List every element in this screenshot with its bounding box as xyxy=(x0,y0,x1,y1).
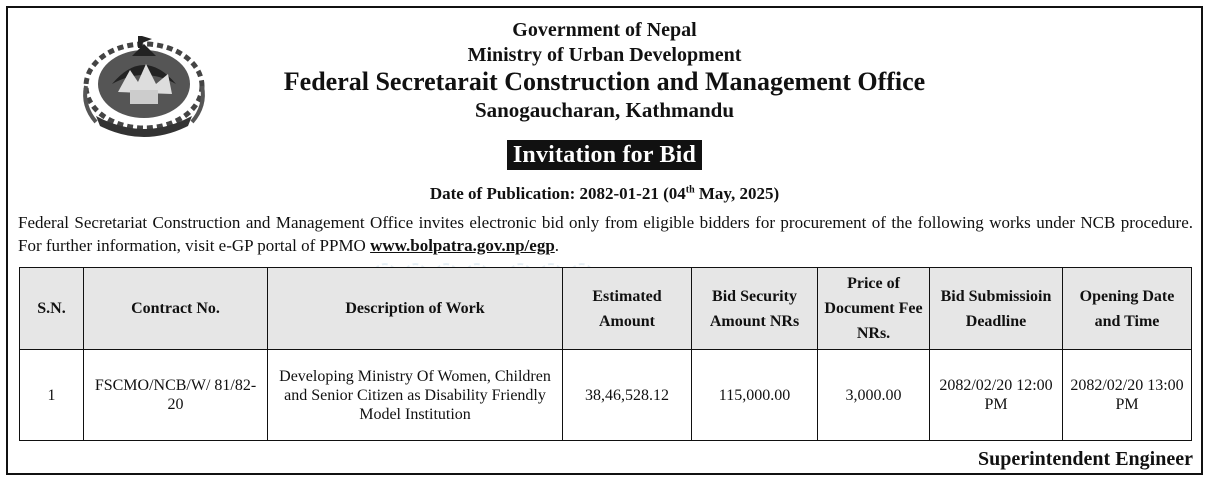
ministry-name: Ministry of Urban Development xyxy=(467,44,742,66)
table-row xyxy=(20,350,1192,441)
egp-portal-link[interactable]: www.bolpatra.gov.np/egp xyxy=(370,236,555,255)
column-header: Contract No. xyxy=(84,268,268,350)
office-name: Federal Secretarait Construction and Management Office xyxy=(283,67,926,96)
cell-bid-security: 115,000.00 xyxy=(692,350,818,441)
cell-contract-no: FSCMO/NCB/W/ 81/82-20 xyxy=(84,350,268,441)
cell-description: Developing Ministry Of Women, Children and Senior Citizen as Disability Friendly Model Institution xyxy=(268,350,563,441)
column-header: Bid Submissioin Deadline xyxy=(930,268,1063,350)
cell-document-fee: 3,000.00 xyxy=(818,350,930,441)
office-address: Sanogaucharan, Kathmandu xyxy=(474,98,735,122)
bid-table xyxy=(19,267,1192,441)
publication-date xyxy=(8,184,1201,204)
intro-end: . xyxy=(554,236,560,255)
column-header: Opening Date and Time xyxy=(1063,268,1192,350)
intro-text: Federal Secretariat Construction and Management Office invites electronic bid only from eligible bidders for procurement of the following works under NCB procedure. For further information, visit e-GP portal of PPMO xyxy=(18,213,1193,255)
cell-opening-date: 2082/02/20 13:00 PM xyxy=(1063,350,1192,441)
cell-submission-deadline: 2082/02/20 12:00 PM xyxy=(930,350,1063,441)
notice-title: Invitation for Bid xyxy=(507,140,702,170)
title-wrap xyxy=(8,140,1201,170)
column-header: Description of Work xyxy=(268,268,563,350)
letterhead xyxy=(8,20,1201,121)
column-header: S.N. xyxy=(20,268,84,350)
bid-notice xyxy=(6,6,1203,475)
intro-paragraph xyxy=(18,211,1193,257)
publication-date-superscript: th xyxy=(685,184,695,196)
government-name: Government of Nepal xyxy=(512,19,697,41)
publication-date-label: Date of Publication: 2082-01-21 (04 xyxy=(429,184,686,203)
column-header: Bid Security Amount NRs xyxy=(692,268,818,350)
table-header-row xyxy=(20,268,1192,350)
column-header: Price of Document Fee NRs. xyxy=(818,268,930,350)
signature-title: Superintendent Engineer xyxy=(977,448,1193,470)
cell-estimated-amount: 38,46,528.12 xyxy=(563,350,692,441)
column-header: Estimated Amount xyxy=(563,268,692,350)
cell-sn: 1 xyxy=(20,350,84,441)
publication-date-suffix: May, 2025) xyxy=(694,184,780,203)
